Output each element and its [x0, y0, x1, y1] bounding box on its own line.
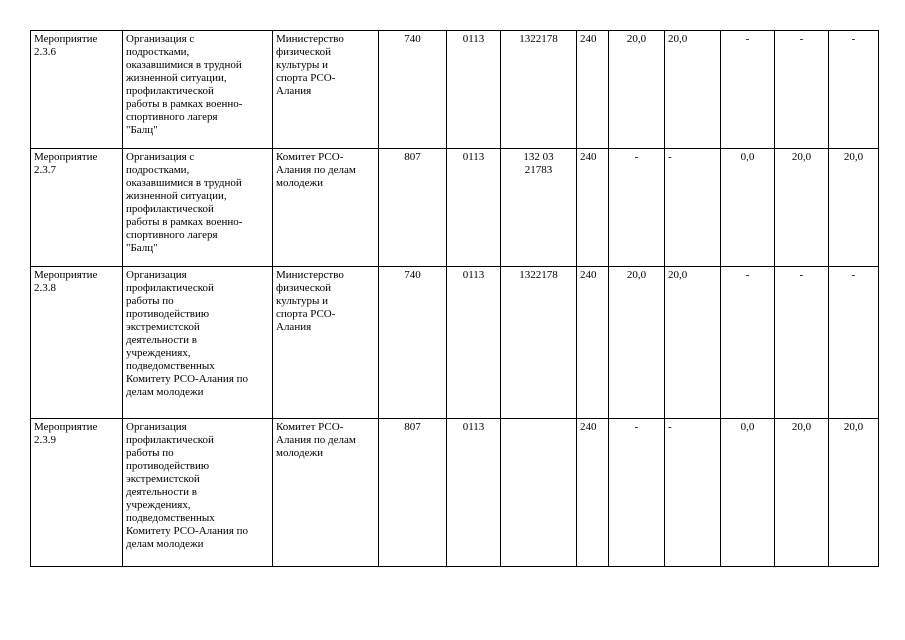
event-name-cell: Организация с подростками, оказавшимися в трудной жизненной ситуации, профилактической работы в рамках военно- спортивного лагеря "Балц": [123, 149, 273, 267]
table-row: [31, 419, 879, 567]
value-5-cell: -: [829, 267, 879, 419]
value-5-cell: 20,0: [829, 419, 879, 567]
program-events-table: [30, 30, 879, 567]
value-5-cell: 20,0: [829, 149, 879, 267]
executor-cell: Министерство физической культуры и спорта РСО- Алания: [273, 267, 379, 419]
target-article-cell: 132 03 21783: [501, 149, 577, 267]
grbs-code-cell: 807: [379, 419, 447, 567]
event-name-cell: Организация с подростками, оказавшимися в трудной жизненной ситуации, профилактической работы в рамках военно- спортивного лагеря "Балц": [123, 31, 273, 149]
value-5-cell: -: [829, 31, 879, 149]
value-3-cell: -: [721, 31, 775, 149]
section-code-cell: 0113: [447, 149, 501, 267]
grbs-code-cell: 740: [379, 267, 447, 419]
value-4-cell: -: [775, 267, 829, 419]
event-number-cell: Мероприятие 2.3.6: [31, 31, 123, 149]
section-code-cell: 0113: [447, 31, 501, 149]
table-row: [31, 149, 879, 267]
table-row: [31, 31, 879, 149]
value-1-cell: 20,0: [609, 31, 665, 149]
section-code-cell: 0113: [447, 267, 501, 419]
value-1-cell: 20,0: [609, 267, 665, 419]
event-name-cell: Организация профилактической работы по противодействию экстремистской деятельности в учреждениях, подведомственных Комитету РСО-Алания по делам молодежи: [123, 419, 273, 567]
value-2-cell: -: [665, 419, 721, 567]
value-1-cell: -: [609, 419, 665, 567]
event-name-cell: Организация профилактической работы по противодействию экстремистской деятельности в учреждениях, подведомственных Комитету РСО-Алания по делам молодежи: [123, 267, 273, 419]
value-3-cell: -: [721, 267, 775, 419]
value-4-cell: -: [775, 31, 829, 149]
value-4-cell: 20,0: [775, 149, 829, 267]
target-article-cell: 1322178: [501, 31, 577, 149]
value-3-cell: 0,0: [721, 419, 775, 567]
section-code-cell: 0113: [447, 419, 501, 567]
grbs-code-cell: 807: [379, 149, 447, 267]
table-row: [31, 267, 879, 419]
target-article-cell: 1322178: [501, 267, 577, 419]
executor-cell: Министерство физической культуры и спорта РСО- Алания: [273, 31, 379, 149]
grbs-code-cell: 740: [379, 31, 447, 149]
executor-cell: Комитет РСО- Алания по делам молодежи: [273, 419, 379, 567]
expense-type-cell: 240: [577, 149, 609, 267]
value-3-cell: 0,0: [721, 149, 775, 267]
expense-type-cell: 240: [577, 267, 609, 419]
expense-type-cell: 240: [577, 419, 609, 567]
value-2-cell: -: [665, 149, 721, 267]
event-number-cell: Мероприятие 2.3.8: [31, 267, 123, 419]
value-2-cell: 20,0: [665, 267, 721, 419]
event-number-cell: Мероприятие 2.3.9: [31, 419, 123, 567]
value-1-cell: -: [609, 149, 665, 267]
value-4-cell: 20,0: [775, 419, 829, 567]
target-article-cell: [501, 419, 577, 567]
value-2-cell: 20,0: [665, 31, 721, 149]
expense-type-cell: 240: [577, 31, 609, 149]
executor-cell: Комитет РСО- Алания по делам молодежи: [273, 149, 379, 267]
event-number-cell: Мероприятие 2.3.7: [31, 149, 123, 267]
